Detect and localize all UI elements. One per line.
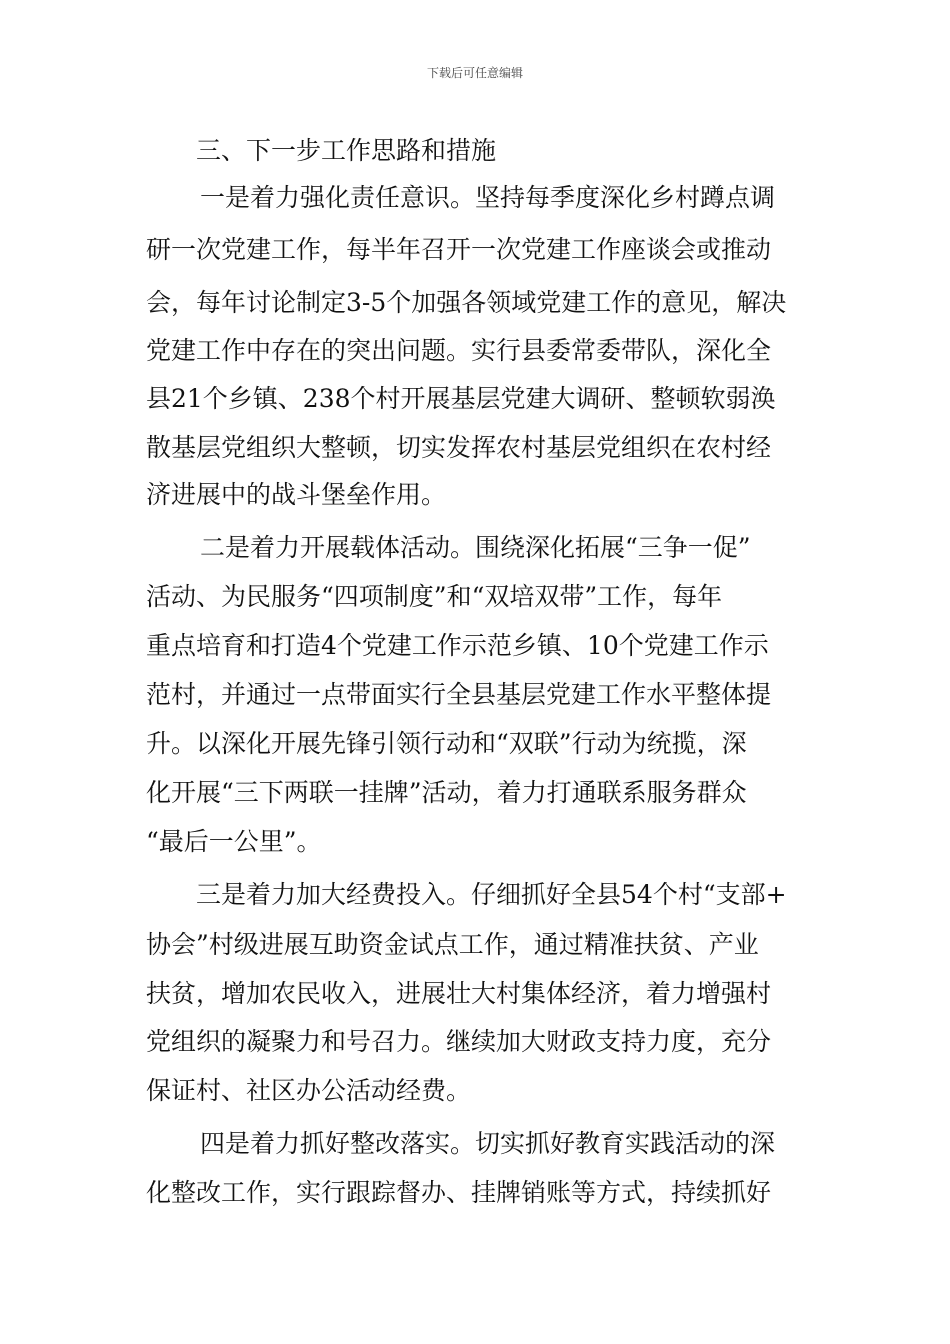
- paragraph-3-line-2: 协会”村级进展互助资金试点工作，通过精准扶贫、产业: [146, 930, 759, 959]
- paragraph-2-line-2: 活动、为民服务“四项制度”和“双培双带”工作，每年: [146, 582, 723, 611]
- paragraph-2-line-3: 重点培育和打造4个党建工作示范乡镇、10个党建工作示: [146, 631, 769, 660]
- paragraph-1-line-5: 县21个乡镇、238个村开展基层党建大调研、整顿软弱涣: [146, 384, 776, 413]
- paragraph-4-line-1: 四是着力抓好整改落实。切实抓好教育实践活动的深: [200, 1129, 776, 1158]
- paragraph-1-line-1: 一是着力强化责任意识。坚持每季度深化乡村蹲点调: [200, 183, 776, 212]
- paragraph-1-line-4: 党建工作中存在的突出问题。实行县委常委带队，深化全: [146, 336, 772, 365]
- paragraph-1-line-3: 会，每年讨论制定3-5个加强各领域党建工作的意见，解决: [146, 288, 787, 317]
- page-header: 下载后可任意编辑: [426, 66, 523, 80]
- paragraph-3-line-4: 党组织的凝聚力和号召力。继续加大财政支持力度，充分: [146, 1027, 772, 1056]
- paragraph-2-line-7: “最后一公里”。: [146, 827, 322, 856]
- paragraph-4-line-2: 化整改工作，实行跟踪督办、挂牌销账等方式，持续抓好: [146, 1178, 772, 1207]
- paragraph-3-line-1: 三是着力加大经费投入。仔细抓好全县54个村“支部+: [196, 880, 787, 909]
- paragraph-2-line-4: 范村，并通过一点带面实行全县基层党建工作水平整体提: [146, 680, 772, 709]
- paragraph-2-line-5: 升。以深化开展先锋引领行动和“双联”行动为统揽，深: [146, 729, 747, 758]
- paragraph-1-line-7: 济进展中的战斗堡垒作用。: [146, 480, 447, 509]
- paragraph-2-line-1: 二是着力开展载体活动。围绕深化拓展“三争一促”: [200, 533, 751, 562]
- paragraph-3-line-5: 保证村、社区办公活动经费。: [146, 1076, 472, 1105]
- section-heading: 三、下一步工作思路和措施: [196, 136, 497, 165]
- paragraph-1-line-6: 散基层党组织大整顿，切实发挥农村基层党组织在农村经: [146, 433, 772, 462]
- paragraph-2-line-6: 化开展“三下两联一挂牌”活动，着力打通联系服务群众: [146, 778, 747, 807]
- paragraph-3-line-3: 扶贫，增加农民收入，进展壮大村集体经济，着力增强村: [146, 979, 772, 1008]
- paragraph-1-line-2: 研一次党建工作，每半年召开一次党建工作座谈会或推动: [146, 235, 772, 264]
